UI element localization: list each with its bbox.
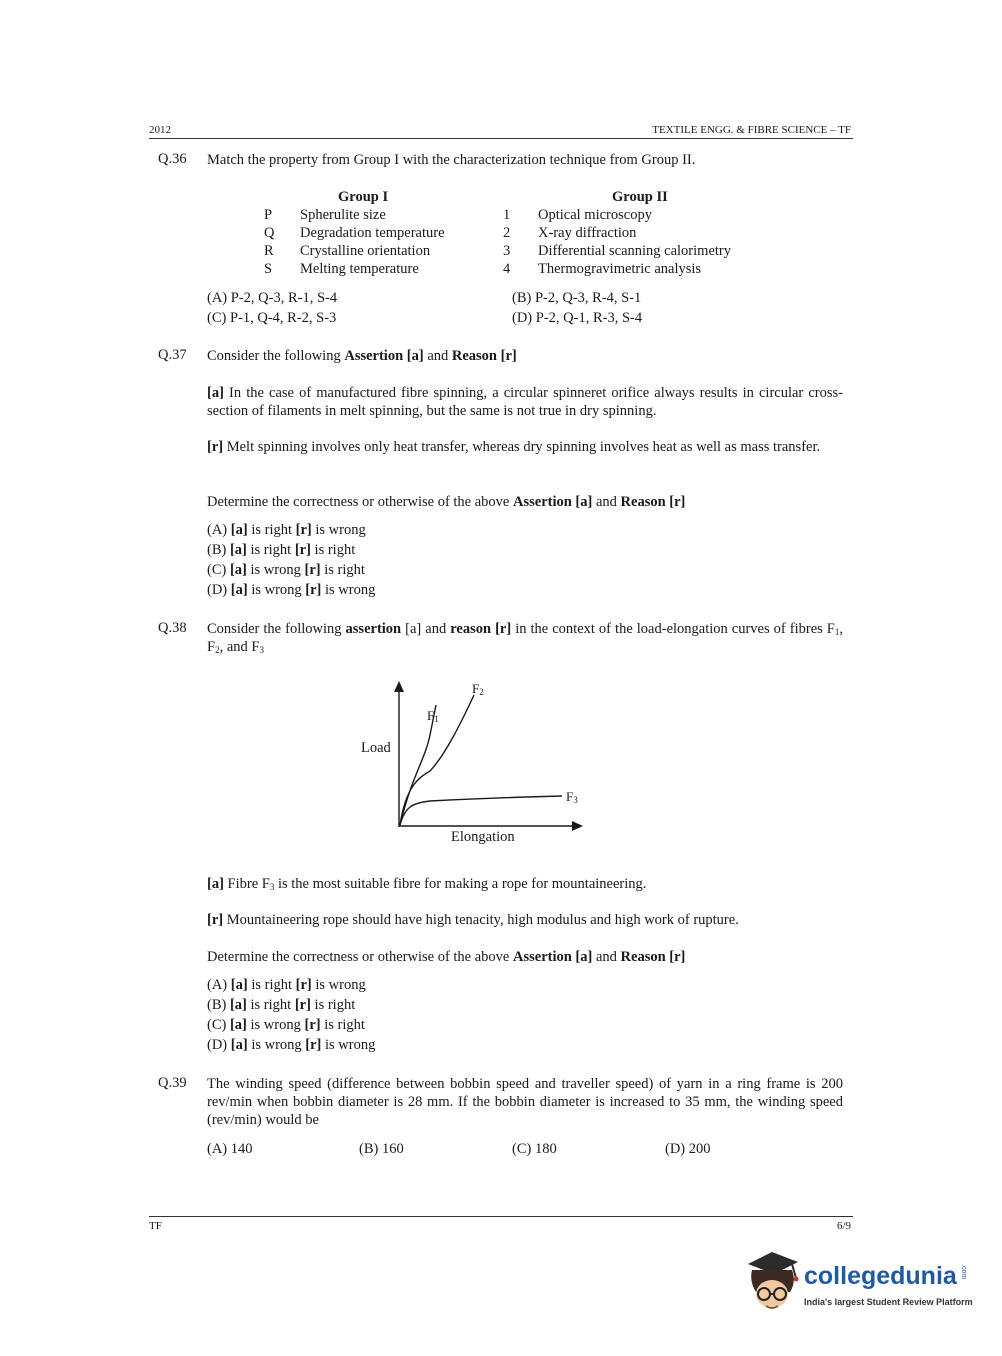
group2-key: 1 (503, 207, 511, 223)
collegedunia-tagline: India's largest Student Review Platform (804, 1297, 973, 1307)
figure-ylabel: Load (361, 740, 391, 756)
q37-number: Q.37 (158, 347, 187, 363)
header-subject: TEXTILE ENGG. & FIBRE SCIENCE – TF (652, 124, 851, 136)
figure-label-f2: $F_2$ (472, 681, 484, 697)
q38-option-d[interactable]: (D) [a] is wrong [r] is wrong (207, 1037, 376, 1053)
q36-option-d[interactable]: (D) P-2, Q-1, R-3, S-4 (512, 310, 643, 326)
footer-rule (149, 1216, 853, 1217)
group1-key: R (264, 243, 274, 259)
q37-determine: Determine the correctness or otherwise of the above Assertion [a] and Reason [r] (207, 494, 686, 510)
header-rule (149, 138, 853, 139)
q37-option-c[interactable]: (C) [a] is wrong [r] is right (207, 562, 365, 578)
group1-key: Q (264, 225, 275, 241)
group2-value: Optical microscopy (538, 207, 652, 223)
footer-page: 6/9 (836, 1220, 851, 1232)
q39-option-a[interactable]: (A) 140 (207, 1141, 253, 1157)
footer-code: TF (149, 1220, 162, 1232)
group1-value: Spherulite size (300, 207, 386, 223)
q38-assertion: [a] Fibre $F_3$ is the most suitable fibre for making a rope for mountaineering. (207, 876, 647, 892)
group1-value: Crystalline orientation (300, 243, 431, 259)
q37-intro: Consider the following Assertion [a] and Reason [r] (207, 348, 517, 364)
group1-title: Group I (338, 189, 389, 205)
load-elongation-figure (350, 675, 600, 850)
q36-option-a[interactable]: (A) P-2, Q-3, R-1, S-4 (207, 290, 338, 306)
group2-value: X-ray diffraction (538, 225, 637, 241)
q36-number: Q.36 (158, 151, 187, 167)
group2-key: 2 (503, 225, 511, 241)
q36-option-c[interactable]: (C) P-1, Q-4, R-2, S-3 (207, 310, 337, 326)
collegedunia-logo-text: collegedunia (804, 1262, 957, 1290)
q37-option-a[interactable]: (A) [a] is right [r] is wrong (207, 522, 366, 538)
figure-label-f3: $F_3$ (566, 789, 578, 805)
q39-option-b[interactable]: (B) 160 (359, 1141, 404, 1157)
q39-option-d[interactable]: (D) 200 (665, 1141, 711, 1157)
q37-assertion: [a] In the case of manufactured fibre spinning, a circular spinneret orifice always results in circular cross-section of filaments in melt spinning, but the same is not true in dry spinning. (207, 385, 843, 419)
header-year: 2012 (149, 124, 171, 136)
q38-option-b[interactable]: (B) [a] is right [r] is right (207, 997, 356, 1013)
q38-intro: Consider the following assertion [a] and reason [r] in the context of the load-elongation curves of fibres $F_1$, $F_2$, and $F_3$ (207, 621, 843, 655)
q37-option-b[interactable]: (B) [a] is right [r] is right (207, 542, 356, 558)
y-axis-arrow (394, 681, 404, 692)
q38-reason: [r] Mountaineering rope should have high tenacity, high modulus and high work of rupture. (207, 912, 739, 928)
q36-text: Match the property from Group I with the characterization technique from Group II. (207, 152, 696, 168)
figure-xlabel: Elongation (451, 829, 515, 845)
group2-key: 4 (503, 261, 511, 277)
q39-text: The winding speed (difference between bobbin speed and traveller speed) of yarn in a ring frame is 200 rev/min when bobbin diameter is 28 mm. If the bobbin diameter is increased to 35 mm, the winding speed (rev/min) would be (207, 1076, 843, 1128)
group1-value: Melting temperature (300, 261, 419, 277)
q37-reason: [r] Melt spinning involves only heat transfer, whereas dry spinning involves heat as well as mass transfer. (207, 439, 821, 455)
curve-f3 (400, 796, 562, 825)
x-axis-arrow (572, 821, 583, 831)
group2-value: Differential scanning calorimetry (538, 243, 731, 259)
q39-number: Q.39 (158, 1075, 187, 1091)
q38-option-c[interactable]: (C) [a] is wrong [r] is right (207, 1017, 365, 1033)
q39-option-c[interactable]: (C) 180 (512, 1141, 557, 1157)
group2-key: 3 (503, 243, 511, 259)
figure-label-f1: $F_1$ (427, 708, 439, 724)
collegedunia-mascot-icon (742, 1248, 804, 1318)
group1-value: Degradation temperature (300, 225, 445, 241)
q38-number: Q.38 (158, 620, 187, 636)
group2-value: Thermogravimetric analysis (538, 261, 702, 277)
q38-option-a[interactable]: (A) [a] is right [r] is wrong (207, 977, 366, 993)
q37-option-d[interactable]: (D) [a] is wrong [r] is wrong (207, 582, 376, 598)
group2-title: Group II (612, 189, 668, 205)
q36-option-b[interactable]: (B) P-2, Q-3, R-4, S-1 (512, 290, 642, 306)
group1-key: S (264, 261, 273, 277)
collegedunia-logo-tld: .com (960, 1264, 967, 1280)
q38-determine: Determine the correctness or otherwise of the above Assertion [a] and Reason [r] (207, 949, 686, 965)
group1-key: P (264, 207, 273, 223)
